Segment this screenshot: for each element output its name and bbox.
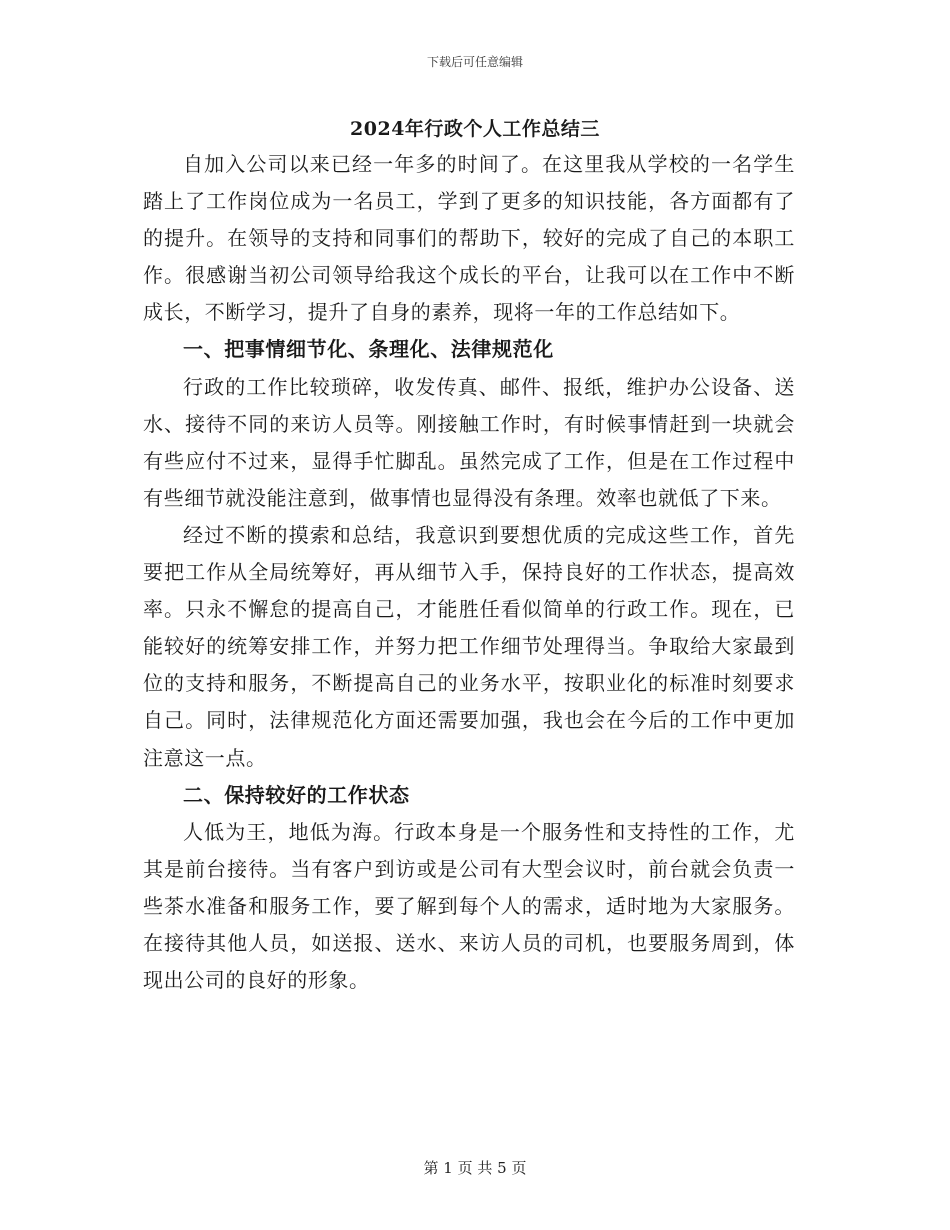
section-heading-1: 一、把事情细节化、条理化、法律规范化 <box>183 337 554 362</box>
paragraph-section1-a: 行政的工作比较琐碎，收发传真、邮件、报纸，维护办公设备、送水、接待不同的来访人员等。刚接触工作时，有时候事情赶到一块就会有些应付不过来，显得手忙脚乱。虽然完成了工作，但是在工作过程中有些细节就没能注意到，做事情也显得没有条理。效率也就低了下来。 <box>143 374 795 510</box>
paragraph-intro: 自加入公司以来已经一年多的时间了。在这里我从学校的一名学生踏上了工作岗位成为一名员工，学到了更多的知识技能，各方面都有了的提升。在领导的支持和同事们的帮助下，较好的完成了自己的本职工作。很感谢当初公司领导给我这个成长的平台，让我可以在工作中不断成长，不断学习，提升了自身的素养，现将一年的工作总结如下。 <box>143 152 795 325</box>
paragraph-section1-b: 经过不断的摸索和总结，我意识到要想优质的完成这些工作，首先要把工作从全局统筹好，再从细节入手，保持良好的工作状态，提高效率。只永不懈怠的提高自己，才能胜任看似简单的行政工作。现在，已能较好的统筹安排工作，并努力把工作细节处理得当。争取给大家最到位的支持和服务，不断提高自己的业务水平，按职业化的标准时刻要求自己。同时，法律规范化方面还需要加强，我也会在今后的工作中更加注意这一点。 <box>143 522 795 770</box>
header-note: 下载后可任意编辑 <box>426 55 523 69</box>
paragraph-section2-a: 人低为王，地低为海。行政本身是一个服务性和支持性的工作，尤其是前台接待。当有客户到访或是公司有大型会议时，前台就会负责一些茶水准备和服务工作，要了解到每个人的需求，适时地为大家服务。在接待其他人员，如送报、送水、来访人员的司机，也要服务周到，体现出公司的良好的形象。 <box>143 819 795 993</box>
section-heading-2: 二、保持较好的工作状态 <box>183 782 410 807</box>
document-body <box>143 146 795 999</box>
document-title: 2024年行政个人工作总结三 <box>350 118 600 140</box>
page-number-footer: 第 1 页 共 5 页 <box>423 1159 527 1177</box>
